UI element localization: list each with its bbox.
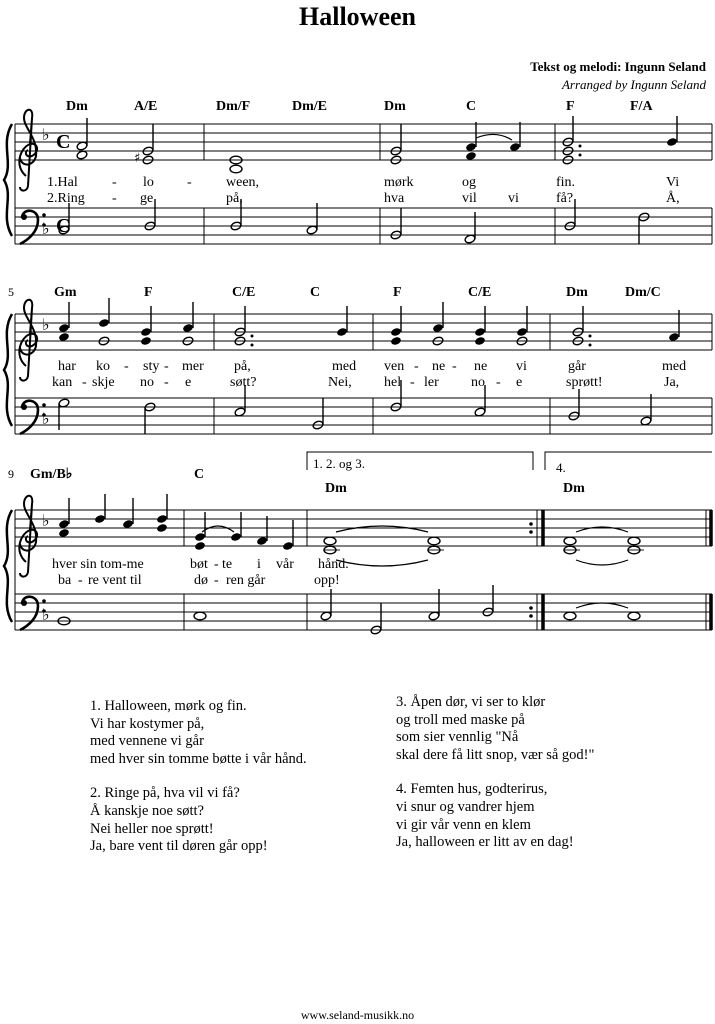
svg-text:Å,: Å, (666, 191, 680, 206)
svg-text:skje: skje (92, 375, 115, 390)
system-2 (4, 285, 712, 434)
verse-line: 2. Ringe på, hva vil vi få? (90, 785, 240, 802)
chord-symbol: Dm/C (625, 285, 661, 300)
svg-text:ba: ba (58, 573, 72, 588)
svg-text:mørk: mørk (384, 175, 414, 190)
svg-text:vi: vi (508, 191, 519, 206)
svg-text:-: - (112, 191, 117, 206)
svg-text:vi: vi (516, 359, 527, 374)
chord-symbol: Dm/E (292, 99, 327, 114)
svg-text:søtt?: søtt? (230, 375, 257, 390)
chord-symbol: C (310, 285, 321, 300)
svg-text:ren går: ren går (226, 573, 266, 588)
arranger-credit: Arranged by Ingunn Seland (561, 77, 706, 92)
time-signature: C (56, 131, 71, 153)
svg-text:2.Ring: 2.Ring (47, 191, 85, 206)
svg-text:hva: hva (384, 191, 405, 206)
verse-line: Ja, halloween er litt av en dag! (396, 834, 574, 851)
svg-text:1.Hal: 1.Hal (47, 175, 78, 190)
svg-text:ne: ne (432, 359, 446, 374)
website-footer: www.seland-musikk.no (300, 1008, 415, 1022)
svg-text:sprøtt!: sprøtt! (566, 375, 603, 390)
flat-icon: ♭ (42, 125, 50, 144)
svg-text:e: e (516, 375, 523, 390)
svg-text:vår: vår (276, 557, 294, 572)
chord-symbol: Dm (563, 481, 585, 496)
svg-text:-: - (410, 375, 415, 390)
verse-4 (396, 781, 594, 851)
svg-text:i: i (257, 557, 261, 572)
svg-text:-: - (124, 359, 129, 374)
verse-line: og troll med maske på (396, 711, 525, 728)
volta-label: 1. 2. og 3. (313, 456, 365, 471)
verse-line: Nei heller noe sprøtt! (90, 820, 214, 837)
svg-text:med: med (332, 359, 357, 374)
svg-text:te: te (222, 557, 233, 572)
svg-text:Ja,: Ja, (664, 375, 680, 390)
verse-2 (90, 785, 307, 855)
svg-text:e: e (185, 375, 192, 390)
lyrics-row (47, 175, 680, 206)
chord-symbol: C/E (468, 285, 492, 300)
flat-icon: ♭ (42, 409, 50, 428)
svg-text:-: - (214, 573, 219, 588)
svg-text:ween,: ween, (226, 175, 260, 190)
verse-line: som sier vennlig "Nå (396, 729, 519, 746)
chord-symbol: F (144, 285, 153, 300)
svg-text:kan: kan (52, 375, 73, 390)
system-1 (4, 99, 712, 244)
verse-3 (396, 694, 594, 764)
svg-text:opp!: opp! (314, 573, 340, 588)
measure-number: 9 (8, 467, 14, 481)
svg-text:no: no (140, 375, 154, 390)
lyrics-column-right (396, 694, 594, 869)
chord-symbol: Gm (54, 285, 77, 300)
svg-text:-: - (82, 375, 87, 390)
verse-line: 4. Femten hus, godterirus, (396, 781, 548, 798)
svg-text:går: går (568, 359, 586, 374)
system-3 (4, 452, 712, 635)
chord-symbol: Dm/F (216, 99, 251, 114)
svg-text:re vent til: re vent til (88, 573, 142, 588)
svg-text:sty: sty (143, 359, 160, 374)
svg-text:ge: ge (140, 191, 154, 206)
lyrics-row (52, 557, 349, 588)
svg-text:lo: lo (143, 175, 154, 190)
svg-text:på,: på, (234, 359, 251, 374)
svg-text:-: - (187, 175, 192, 190)
verse-line: vi gir vår venn en klem (396, 816, 531, 833)
flat-icon: ♭ (42, 605, 50, 624)
svg-text:hel: hel (384, 375, 402, 390)
svg-text:hver sin tom-me: hver sin tom-me (52, 557, 144, 572)
composer-credit: Tekst og melodi: Ingunn Seland (530, 59, 706, 74)
svg-text:ne: ne (474, 359, 488, 374)
verse-line: med hver sin tomme bøtte i vår hånd. (90, 750, 307, 767)
chord-symbol: Dm (384, 99, 406, 114)
chord-symbol: Gm/B♭ (30, 467, 73, 482)
song-title: Halloween (299, 2, 416, 31)
svg-text:fin.: fin. (556, 175, 576, 190)
svg-text:-: - (414, 359, 419, 374)
svg-text:bøt: bøt (190, 557, 208, 572)
chord-symbol: C/E (232, 285, 256, 300)
svg-text:ler: ler (424, 375, 439, 390)
lyrics-column-left (90, 698, 307, 873)
verse-line: Vi har kostymer på, (90, 715, 205, 732)
chord-symbol: F (566, 99, 575, 114)
svg-text:mer: mer (182, 359, 204, 374)
svg-text:-: - (112, 175, 117, 190)
svg-text:på,: på, (226, 191, 243, 206)
verse-line: vi snur og vandrer hjem (396, 798, 535, 815)
verse-line: 1. Halloween, mørk og fin. (90, 698, 247, 714)
chord-symbol: C (466, 99, 477, 114)
svg-text:ven: ven (384, 359, 405, 374)
svg-text:-: - (164, 359, 169, 374)
chord-symbol: Dm (325, 481, 347, 496)
svg-text:og: og (462, 175, 476, 190)
verse-line: Ja, bare vent til døren går opp! (90, 838, 268, 855)
svg-text:ko: ko (96, 359, 110, 374)
verse-1 (90, 698, 307, 768)
svg-text:få?: få? (556, 191, 574, 206)
chord-symbol: Dm (66, 99, 88, 114)
svg-text:-: - (214, 557, 219, 572)
svg-text:vil: vil (462, 191, 477, 206)
svg-text:-: - (452, 359, 457, 374)
flat-icon: ♭ (42, 315, 50, 334)
svg-text:Vi: Vi (666, 175, 680, 190)
svg-text:dø: dø (194, 573, 208, 588)
svg-text:no: no (471, 375, 485, 390)
measure-number: 5 (8, 285, 14, 299)
repeat-sign (529, 522, 533, 618)
svg-text:hånd.: hånd. (318, 557, 349, 572)
svg-text:med: med (662, 359, 687, 374)
verse-line: skal dere få litt snop, vær så god!" (396, 746, 595, 763)
verse-line: 3. Åpen dør, vi ser to klør (396, 694, 546, 710)
svg-text:♯: ♯ (134, 151, 141, 166)
volta-bracket (307, 452, 712, 470)
svg-text:Nei,: Nei, (328, 375, 352, 390)
verse-line: med vennene vi går (90, 733, 204, 750)
chord-symbol: A/E (134, 99, 158, 114)
chord-symbol: Dm (566, 285, 588, 300)
svg-text:har: har (58, 359, 76, 374)
chord-symbol: C (194, 467, 205, 482)
svg-text:-: - (164, 375, 169, 390)
svg-text:-: - (496, 375, 501, 390)
svg-text:-: - (78, 573, 83, 588)
chord-symbol: F/A (630, 99, 653, 114)
verse-line: Å kanskje noe søtt? (90, 802, 204, 819)
flat-icon: ♭ (42, 511, 50, 530)
volta-label: 4. (556, 460, 566, 475)
time-signature: C (56, 215, 71, 237)
chord-symbol: F (393, 285, 402, 300)
lyrics-row (52, 359, 686, 390)
flat-icon: ♭ (42, 219, 50, 238)
